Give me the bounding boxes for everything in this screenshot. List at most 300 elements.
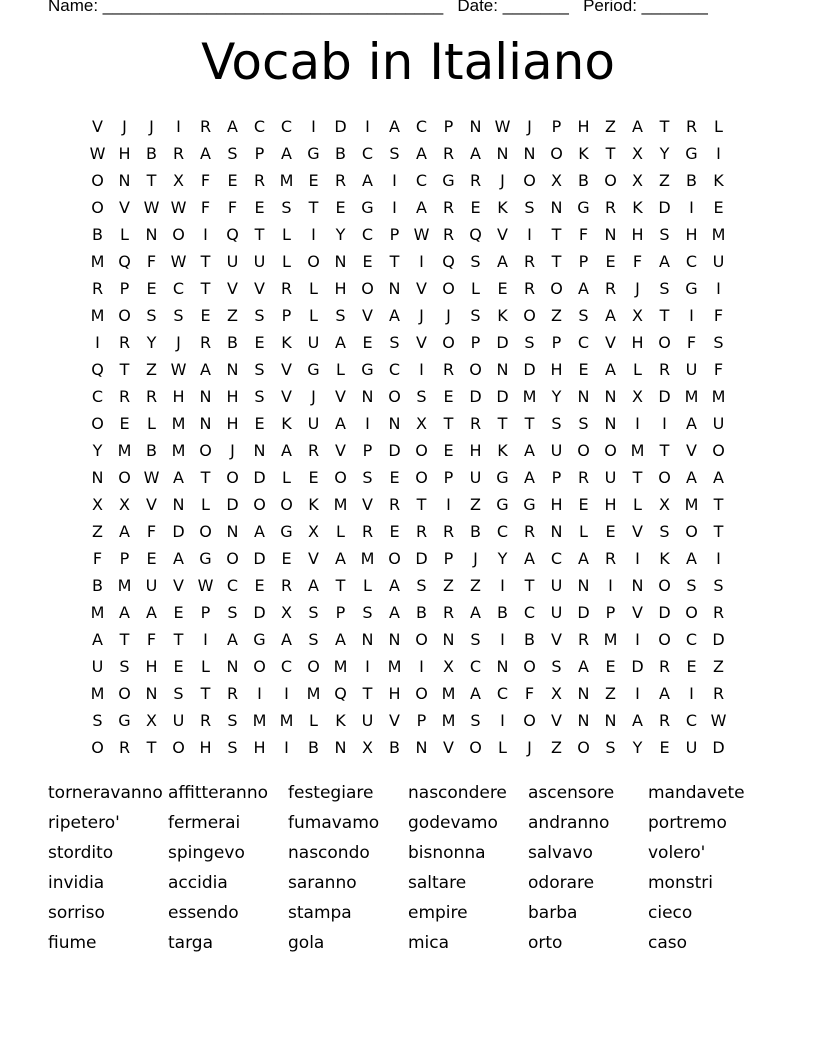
- grid-letter: V: [308, 549, 319, 568]
- grid-letter: V: [362, 495, 373, 514]
- grid-letter: S: [416, 576, 427, 595]
- grid-letter: O: [604, 171, 617, 190]
- grid-letter: I: [95, 333, 100, 352]
- grid-letter: D: [388, 441, 401, 460]
- grid-letter: E: [146, 549, 157, 568]
- grid-letter: C: [280, 117, 293, 136]
- grid-letter: D: [253, 603, 266, 622]
- grid-letter: O: [361, 279, 374, 298]
- grid-letter: W: [710, 711, 727, 730]
- grid-letter: H: [334, 279, 347, 298]
- grid-letter: O: [226, 468, 239, 487]
- word-bank-row: [48, 778, 768, 808]
- grid-letter: E: [470, 198, 481, 217]
- grid-letter: O: [415, 684, 428, 703]
- grid-letter: V: [389, 711, 400, 730]
- grid-letter: A: [227, 117, 238, 136]
- grid-letter: R: [415, 522, 428, 541]
- grid-letter: C: [415, 171, 428, 190]
- grid-letter: W: [170, 198, 187, 217]
- grid-letter: E: [389, 522, 400, 541]
- grid-letter: C: [550, 549, 563, 568]
- word-bank-word: odorare: [528, 873, 595, 893]
- grid-row: [84, 464, 732, 491]
- grid-letter: V: [119, 198, 130, 217]
- grid-letter: L: [336, 522, 345, 541]
- grid-letter: O: [307, 252, 320, 271]
- grid-letter: Z: [227, 306, 238, 325]
- word-bank-word: nascondo: [288, 843, 370, 863]
- grid-letter: I: [419, 252, 424, 271]
- grid-letter: C: [415, 117, 428, 136]
- page-title: Vocab in Italiano: [201, 33, 615, 91]
- grid-letter: O: [172, 738, 185, 757]
- grid-letter: O: [523, 657, 536, 676]
- grid-row: [84, 653, 732, 680]
- grid-row: [84, 734, 732, 761]
- grid-letter: V: [254, 279, 265, 298]
- grid-letter: H: [577, 117, 590, 136]
- grid-letter: O: [415, 630, 428, 649]
- word-bank-word: spingevo: [168, 843, 245, 863]
- word-bank-row: [48, 808, 768, 838]
- grid-letter: U: [550, 441, 563, 460]
- grid-letter: K: [497, 306, 508, 325]
- grid-letter: O: [415, 441, 428, 460]
- grid-letter: S: [524, 198, 535, 217]
- grid-letter: R: [469, 414, 482, 433]
- grid-letter: S: [308, 603, 319, 622]
- grid-letter: E: [254, 576, 265, 595]
- grid-letter: C: [685, 630, 698, 649]
- grid-letter: O: [199, 441, 212, 460]
- grid-letter: O: [118, 468, 131, 487]
- word-bank-word: accidia: [168, 873, 228, 893]
- grid-letter: K: [497, 441, 508, 460]
- grid-row: [84, 221, 732, 248]
- grid-letter: G: [280, 522, 293, 541]
- word-bank-word: andranno: [528, 813, 610, 833]
- grid-letter: V: [92, 117, 103, 136]
- grid-letter: R: [442, 603, 455, 622]
- grid-letter: G: [577, 198, 590, 217]
- grid-letter: L: [309, 306, 318, 325]
- grid-letter: O: [658, 333, 671, 352]
- grid-letter: D: [712, 738, 725, 757]
- grid-letter: W: [170, 252, 187, 271]
- grid-letter: X: [173, 171, 184, 190]
- grid-letter: P: [200, 603, 211, 622]
- name-field-label: Name: ____________________________________: [48, 0, 444, 15]
- grid-letter: F: [713, 360, 724, 379]
- grid-letter: L: [282, 468, 291, 487]
- grid-letter: Y: [497, 549, 508, 568]
- grid-letter: U: [91, 657, 104, 676]
- grid-letter: G: [199, 549, 212, 568]
- word-bank-word: monstri: [648, 873, 713, 893]
- grid-letter: B: [335, 144, 346, 163]
- grid-letter: S: [551, 657, 562, 676]
- grid-letter: T: [659, 441, 670, 460]
- grid-letter: R: [226, 684, 239, 703]
- grid-letter: O: [442, 333, 455, 352]
- grid-letter: U: [307, 333, 320, 352]
- grid-letter: R: [523, 522, 536, 541]
- grid-letter: T: [659, 306, 670, 325]
- grid-letter: T: [308, 198, 319, 217]
- grid-letter: O: [550, 279, 563, 298]
- grid-letter: J: [311, 387, 316, 406]
- grid-letter: U: [361, 711, 374, 730]
- grid-letter: V: [416, 279, 427, 298]
- grid-letter: E: [335, 198, 346, 217]
- grid-letter: S: [551, 414, 562, 433]
- grid-letter: R: [658, 711, 671, 730]
- grid-letter: R: [442, 144, 455, 163]
- word-bank-word: fumavamo: [288, 813, 380, 833]
- grid-letter: O: [388, 549, 401, 568]
- grid-letter: P: [551, 468, 562, 487]
- grid-letter: R: [118, 738, 131, 757]
- grid-letter: E: [578, 495, 589, 514]
- grid-letter: R: [712, 684, 725, 703]
- grid-letter: X: [443, 657, 454, 676]
- grid-letter: T: [146, 738, 157, 757]
- grid-letter: R: [604, 549, 617, 568]
- grid-letter: N: [145, 225, 158, 244]
- grid-letter: M: [117, 576, 132, 595]
- grid-letter: N: [361, 387, 374, 406]
- grid-letter: K: [281, 414, 292, 433]
- grid-row: [84, 680, 732, 707]
- grid-letter: A: [281, 630, 292, 649]
- grid-letter: S: [389, 333, 400, 352]
- grid-letter: O: [442, 279, 455, 298]
- grid-letter: D: [658, 198, 671, 217]
- grid-letter: T: [254, 225, 265, 244]
- grid-letter: N: [388, 414, 401, 433]
- word-bank-row: [48, 928, 768, 958]
- grid-letter: E: [686, 657, 697, 676]
- grid-letter: F: [200, 198, 211, 217]
- grid-letter: G: [118, 711, 131, 730]
- grid-letter: O: [658, 630, 671, 649]
- grid-letter: N: [361, 630, 374, 649]
- grid-letter: V: [281, 360, 292, 379]
- grid-letter: L: [633, 360, 642, 379]
- grid-letter: A: [200, 144, 211, 163]
- grid-letter: R: [604, 198, 617, 217]
- word-bank-word: salvavo: [528, 843, 593, 863]
- grid-row: [84, 707, 732, 734]
- grid-letter: I: [527, 225, 532, 244]
- grid-letter: U: [172, 711, 185, 730]
- grid-letter: P: [335, 603, 346, 622]
- grid-letter: A: [578, 549, 589, 568]
- grid-letter: S: [686, 576, 697, 595]
- grid-row: [84, 383, 732, 410]
- grid-letter: R: [280, 279, 293, 298]
- grid-letter: M: [522, 387, 537, 406]
- grid-letter: A: [686, 414, 697, 433]
- grid-letter: F: [92, 549, 103, 568]
- grid-letter: U: [712, 414, 725, 433]
- grid-letter: Z: [713, 657, 724, 676]
- grid-letter: M: [360, 549, 375, 568]
- grid-letter: A: [389, 306, 400, 325]
- grid-letter: I: [284, 738, 289, 757]
- grid-letter: M: [684, 495, 699, 514]
- grid-letter: S: [308, 630, 319, 649]
- grid-letter: P: [605, 603, 616, 622]
- grid-letter: A: [659, 684, 670, 703]
- grid-letter: C: [496, 522, 509, 541]
- grid-row: [84, 572, 732, 599]
- grid-letter: V: [281, 387, 292, 406]
- grid-letter: E: [362, 252, 373, 271]
- grid-row: [84, 599, 732, 626]
- grid-letter: T: [713, 522, 724, 541]
- grid-letter: K: [308, 495, 319, 514]
- grid-letter: J: [635, 279, 640, 298]
- grid-letter: L: [201, 657, 210, 676]
- word-bank: [48, 778, 768, 958]
- grid-row: [84, 518, 732, 545]
- word-bank-word: mandavete: [648, 783, 745, 803]
- grid-letter: Z: [92, 522, 103, 541]
- grid-letter: I: [635, 414, 640, 433]
- grid-letter: I: [689, 198, 694, 217]
- grid-letter: E: [173, 603, 184, 622]
- grid-letter: S: [470, 630, 481, 649]
- grid-letter: Y: [146, 333, 157, 352]
- grid-letter: E: [713, 198, 724, 217]
- grid-letter: E: [605, 522, 616, 541]
- grid-letter: A: [119, 603, 130, 622]
- grid-letter: O: [118, 306, 131, 325]
- grid-letter: K: [281, 333, 292, 352]
- grid-letter: A: [524, 441, 535, 460]
- grid-letter: R: [91, 279, 104, 298]
- grid-letter: H: [145, 657, 158, 676]
- word-bank-row: [48, 838, 768, 868]
- grid-letter: U: [550, 576, 563, 595]
- grid-letter: R: [199, 711, 212, 730]
- grid-letter: H: [172, 387, 185, 406]
- grid-letter: X: [146, 711, 157, 730]
- grid-letter: V: [335, 387, 346, 406]
- grid-letter: I: [635, 630, 640, 649]
- word-bank-word: godevamo: [408, 813, 498, 833]
- grid-letter: M: [90, 684, 105, 703]
- grid-letter: S: [578, 414, 589, 433]
- grid-letter: A: [308, 576, 319, 595]
- grid-letter: A: [578, 657, 589, 676]
- grid-letter: S: [173, 306, 184, 325]
- grid-letter: A: [281, 441, 292, 460]
- grid-letter: Y: [551, 387, 562, 406]
- grid-letter: F: [686, 333, 697, 352]
- grid-letter: R: [442, 360, 455, 379]
- grid-letter: A: [470, 144, 481, 163]
- grid-letter: I: [365, 657, 370, 676]
- grid-letter: T: [659, 117, 670, 136]
- grid-letter: M: [333, 657, 348, 676]
- grid-letter: Y: [632, 738, 643, 757]
- grid-letter: J: [176, 333, 181, 352]
- grid-letter: P: [470, 333, 481, 352]
- grid-letter: A: [335, 333, 346, 352]
- grid-letter: R: [280, 576, 293, 595]
- grid-letter: X: [659, 495, 670, 514]
- grid-letter: P: [389, 225, 400, 244]
- grid-letter: H: [226, 387, 239, 406]
- grid-letter: S: [119, 657, 130, 676]
- grid-letter: C: [172, 279, 185, 298]
- grid-letter: A: [659, 252, 670, 271]
- grid-letter: T: [497, 414, 508, 433]
- grid-letter: S: [281, 198, 292, 217]
- grid-row: [84, 140, 732, 167]
- grid-letter: K: [335, 711, 346, 730]
- grid-letter: N: [334, 738, 347, 757]
- grid-letter: I: [392, 198, 397, 217]
- grid-letter: M: [387, 657, 402, 676]
- grid-letter: R: [577, 468, 590, 487]
- grid-letter: M: [279, 171, 294, 190]
- grid-letter: P: [443, 117, 454, 136]
- grid-letter: A: [605, 306, 616, 325]
- grid-letter: I: [203, 225, 208, 244]
- grid-letter: C: [361, 225, 374, 244]
- grid-letter: R: [658, 360, 671, 379]
- grid-letter: A: [335, 630, 346, 649]
- grid-letter: O: [577, 441, 590, 460]
- word-bank-word: affitteranno: [168, 783, 268, 803]
- grid-letter: A: [524, 468, 535, 487]
- grid-letter: D: [712, 630, 725, 649]
- grid-letter: Z: [146, 360, 157, 379]
- grid-letter: V: [335, 441, 346, 460]
- word-bank-word: fiume: [48, 933, 97, 953]
- grid-letter: L: [471, 279, 480, 298]
- grid-letter: O: [91, 171, 104, 190]
- grid-letter: E: [659, 738, 670, 757]
- grid-letter: E: [254, 198, 265, 217]
- grid-letter: N: [604, 711, 617, 730]
- grid-letter: Z: [551, 738, 562, 757]
- grid-letter: F: [146, 522, 157, 541]
- grid-letter: A: [632, 117, 643, 136]
- grid-letter: S: [524, 333, 535, 352]
- grid-letter: V: [416, 333, 427, 352]
- grid-letter: R: [388, 495, 401, 514]
- grid-letter: A: [335, 549, 346, 568]
- grid-letter: T: [362, 684, 373, 703]
- grid-letter: G: [523, 495, 536, 514]
- grid-letter: A: [632, 711, 643, 730]
- grid-letter: O: [469, 738, 482, 757]
- grid-letter: E: [497, 279, 508, 298]
- grid-letter: S: [227, 603, 238, 622]
- grid-letter: A: [335, 414, 346, 433]
- grid-letter: X: [281, 603, 292, 622]
- grid-letter: B: [146, 441, 157, 460]
- grid-letter: S: [470, 306, 481, 325]
- word-bank-row: [48, 898, 768, 928]
- grid-letter: L: [579, 522, 588, 541]
- grid-letter: P: [551, 117, 562, 136]
- grid-letter: A: [605, 360, 616, 379]
- grid-letter: X: [551, 171, 562, 190]
- grid-letter: M: [117, 441, 132, 460]
- grid-letter: R: [118, 333, 131, 352]
- grid-letter: S: [659, 279, 670, 298]
- grid-letter: F: [578, 225, 589, 244]
- grid-letter: O: [685, 603, 698, 622]
- grid-letter: M: [333, 495, 348, 514]
- grid-letter: R: [253, 171, 266, 190]
- grid-letter: A: [173, 468, 184, 487]
- grid-letter: I: [500, 711, 505, 730]
- grid-letter: N: [577, 684, 590, 703]
- grid-letter: O: [226, 549, 239, 568]
- grid-letter: A: [470, 684, 481, 703]
- word-bank-word: bisnonna: [408, 843, 486, 863]
- grid-letter: G: [496, 495, 509, 514]
- grid-letter: S: [713, 333, 724, 352]
- grid-letter: H: [631, 333, 644, 352]
- grid-letter: S: [605, 738, 616, 757]
- grid-letter: J: [149, 117, 154, 136]
- grid-letter: O: [307, 657, 320, 676]
- grid-letter: D: [523, 360, 536, 379]
- grid-letter: S: [254, 387, 265, 406]
- grid-letter: S: [227, 711, 238, 730]
- grid-letter: Q: [226, 225, 239, 244]
- grid-letter: T: [443, 414, 454, 433]
- grid-letter: E: [578, 360, 589, 379]
- grid-letter: R: [469, 171, 482, 190]
- grid-letter: V: [605, 333, 616, 352]
- grid-letter: Y: [335, 225, 346, 244]
- grid-letter: O: [91, 198, 104, 217]
- grid-letter: U: [145, 576, 158, 595]
- grid-letter: F: [632, 252, 643, 271]
- grid-letter: W: [170, 360, 187, 379]
- grid-letter: N: [226, 522, 239, 541]
- word-bank-word: fermerai: [168, 813, 241, 833]
- grid-letter: R: [523, 252, 536, 271]
- grid-letter: X: [308, 522, 319, 541]
- grid-letter: I: [635, 549, 640, 568]
- period-field-label: Period: _______: [583, 0, 708, 15]
- grid-letter: I: [662, 414, 667, 433]
- grid-letter: S: [470, 252, 481, 271]
- word-bank-word: targa: [168, 933, 213, 953]
- word-bank-word: portremo: [648, 813, 727, 833]
- grid-letter: X: [551, 684, 562, 703]
- grid-letter: H: [199, 738, 212, 757]
- grid-letter: O: [91, 738, 104, 757]
- grid-letter: X: [119, 495, 130, 514]
- grid-letter: N: [577, 387, 590, 406]
- grid-letter: Q: [118, 252, 131, 271]
- grid-letter: I: [203, 630, 208, 649]
- grid-letter: S: [92, 711, 103, 730]
- grid-letter: X: [632, 144, 643, 163]
- grid-letter: E: [146, 279, 157, 298]
